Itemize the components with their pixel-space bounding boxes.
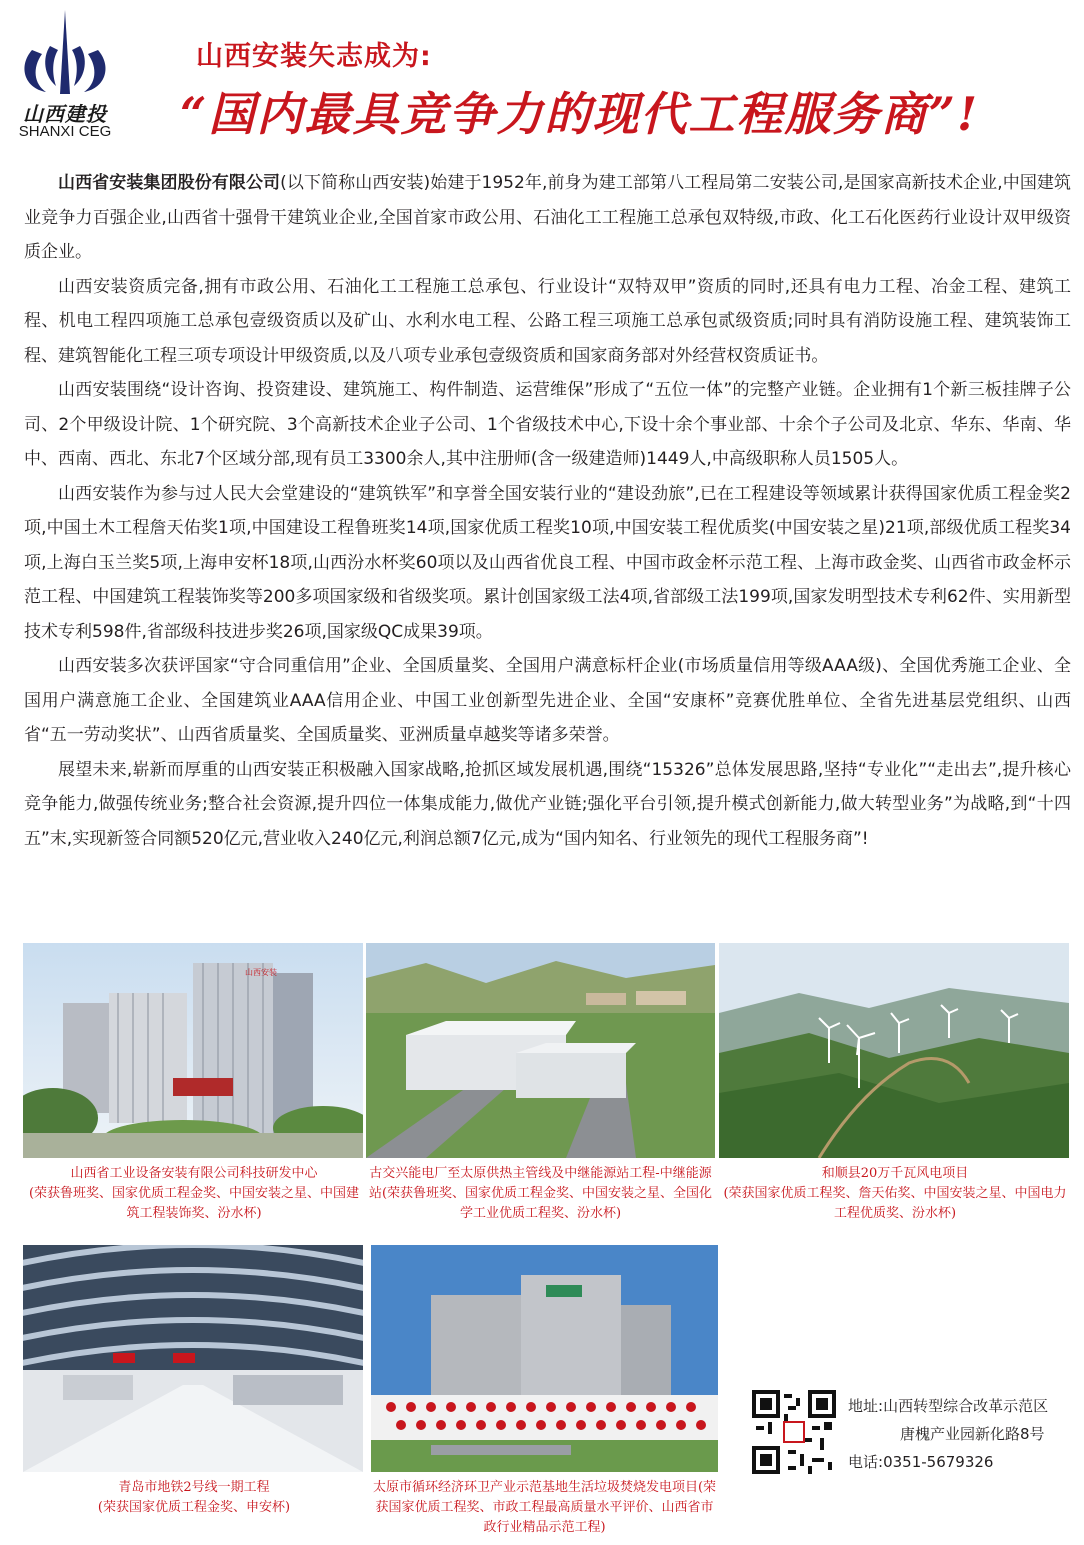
headline-intro: 山西安装矢志成为: bbox=[196, 41, 432, 72]
caption-metro-station: 青岛市地铁2号线一期工程 (荣获国家优质工程金奖、申安杯) bbox=[97, 1480, 291, 1515]
headline-slogan: “国内最具竞争力的现代工程服务商”! bbox=[180, 87, 980, 141]
paragraph-4: 山西安装作为参与过人民大会堂建设的“建筑铁军”和享誉全国安装行业的“建设劲旅”,已在工程建设等领域累计获得国家优质工程金奖2项,中国土木工程詹天佑奖1项,中国建设工程鲁班奖14项,国家优质工程奖10项,中国安装工程优质奖(中国安装之星)21项,部级优质工程奖34项,上海白玉兰奖5项,上海申安杯18项,山西汾水杯奖60项以及山西省优良工程、中国市政金杯示范工程、上海市政金奖、山西省市政金杯示范工程、中国建筑工程装饰奖等200多项国家级和省级奖项。累计创国家级工法4项,省部级工法199项,国家发明型技术专利62件、实用新型技术专利598件,省部级科技进步奖26项,国家级QC成果39项。 bbox=[24, 483, 1071, 642]
paragraph-1-text: (以下简称山西安装)始建于1952年,前身为建工部第八工程局第二安装公司,是国家高新技术企业,中国建筑业竞争力百强企业,山西省十强骨干建筑业企业,全国首家市政公用、石油化工工程施工总承包双特级,市政、化工石化医药行业设计双甲级资质企业。 bbox=[24, 173, 1071, 262]
contact-info bbox=[848, 1392, 1048, 1476]
address-line-1 bbox=[848, 1392, 1048, 1420]
logo-emblem-icon bbox=[6, 6, 124, 98]
logo-english-text: SHANXI CEG bbox=[18, 123, 112, 140]
caption-waste-plant: 太原市循环经济环卫产业示范基地生活垃圾焚烧发电项目(荣获国家优质工程奖、市政工程最高质量水平评价、山西省市政行业精品示范工程) bbox=[372, 1480, 717, 1535]
address-value-1: 山西转型综合改革示范区 bbox=[883, 1397, 1049, 1415]
caption-energy-station: 古交兴能电厂至太原供热主管线及中继能源站工程-中继能源站(荣获鲁班奖、国家优质工程金奖、中国安装之星、全国化学工业优质工程奖、汾水杯) bbox=[368, 1166, 713, 1221]
phone-number[interactable]: 0351-5679326 bbox=[883, 1453, 994, 1471]
qr-code-icon bbox=[752, 1390, 836, 1474]
address-label: 地址: bbox=[848, 1397, 884, 1415]
qr-code[interactable] bbox=[752, 1390, 836, 1474]
phone-label: 电话: bbox=[848, 1453, 884, 1471]
paragraph-3: 山西安装围绕“设计咨询、投资建设、建筑施工、构件制造、运营维保”形成了“五位一体”的完整产业链。企业拥有1个新三板挂牌子公司、2个甲级设计院、1个研究院、3个高新技术企业子公司、1个省级技术中心,下设十余个事业部、十余个子公司及北京、华东、华南、华中、西南、西北、东北7个区域分部,现有员工3300余人,其中注册师(含一级建造师)1449人,中高级职称人员1505人。 bbox=[24, 380, 1071, 469]
address-line-2: 唐槐产业园新化路8号 bbox=[900, 1425, 1045, 1443]
caption-rd-center: 山西省工业设备安装有限公司科技研发中心 (荣获鲁班奖、国家优质工程金奖、中国安装之星、中国建筑工程装饰奖、汾水杯) bbox=[28, 1166, 360, 1221]
paragraph-6: 展望未来,崭新而厚重的山西安装正积极融入国家战略,抢抓区域发展机遇,围绕“15326”总体发展思路,坚持“专业化”“走出去”,提升核心竞争能力,做强传统业务;整合社会资源,提升四位一体集成能力,做优产业链;强化平台引领,提升模式创新能力,做大转型业务”为战略,到“十四五”末,实现新签合同额520亿元,营业收入240亿元,利润总额7亿元,成为“国内知名、行业领先的现代工程服务商”! bbox=[24, 759, 1071, 849]
paragraph-5: 山西安装多次获评国家“守合同重信用”企业、全国质量奖、全国用户满意标杆企业(市场质量信用等级AAA级)、全国优秀施工企业、全国用户满意施工企业、全国建筑业AAA信用企业、中国工业创新型先进企业、全国“安康杯”竞赛优胜单位、全省先进基层党组织、山西省“五一劳动奖状”、山西省质量奖、全国质量奖、亚洲质量卓越奖等诸多荣誉。 bbox=[24, 656, 1071, 745]
company-logo bbox=[6, 6, 126, 140]
photo-wind-farm bbox=[719, 943, 1069, 1158]
company-name: 山西省安装集团股份有限公司 bbox=[58, 173, 281, 193]
paragraph-1 bbox=[24, 166, 1071, 270]
paragraph-2: 山西安装资质完备,拥有市政公用、石油化工工程施工总承包、行业设计“双特双甲”资质的同时,还具有电力工程、冶金工程、建筑工程、机电工程四项施工总承包壹级资质以及矿山、水利水电工程、公路工程三项施工总承包贰级资质;同时具有消防设施工程、建筑装饰工程、建筑智能化工程三项专项设计甲级资质,以及八项专业承包壹级资质和国家商务部对外经营权资质证书。 bbox=[24, 276, 1071, 366]
building-sign: 山西安装 bbox=[245, 968, 277, 977]
photo-energy-station bbox=[366, 943, 715, 1158]
phone-line bbox=[848, 1448, 1048, 1476]
photo-metro-station bbox=[23, 1245, 363, 1472]
article-body bbox=[24, 166, 1071, 856]
caption-wind-farm: 和顺县20万千瓦风电项目 (荣获国家优质工程奖、詹天佑奖、中国安装之星、中国电力工程优质奖、汾水杯) bbox=[723, 1166, 1067, 1221]
photo-rd-center bbox=[23, 943, 363, 1158]
photo-waste-plant bbox=[371, 1245, 718, 1472]
logo-script-text: 山西建投 bbox=[23, 102, 107, 126]
